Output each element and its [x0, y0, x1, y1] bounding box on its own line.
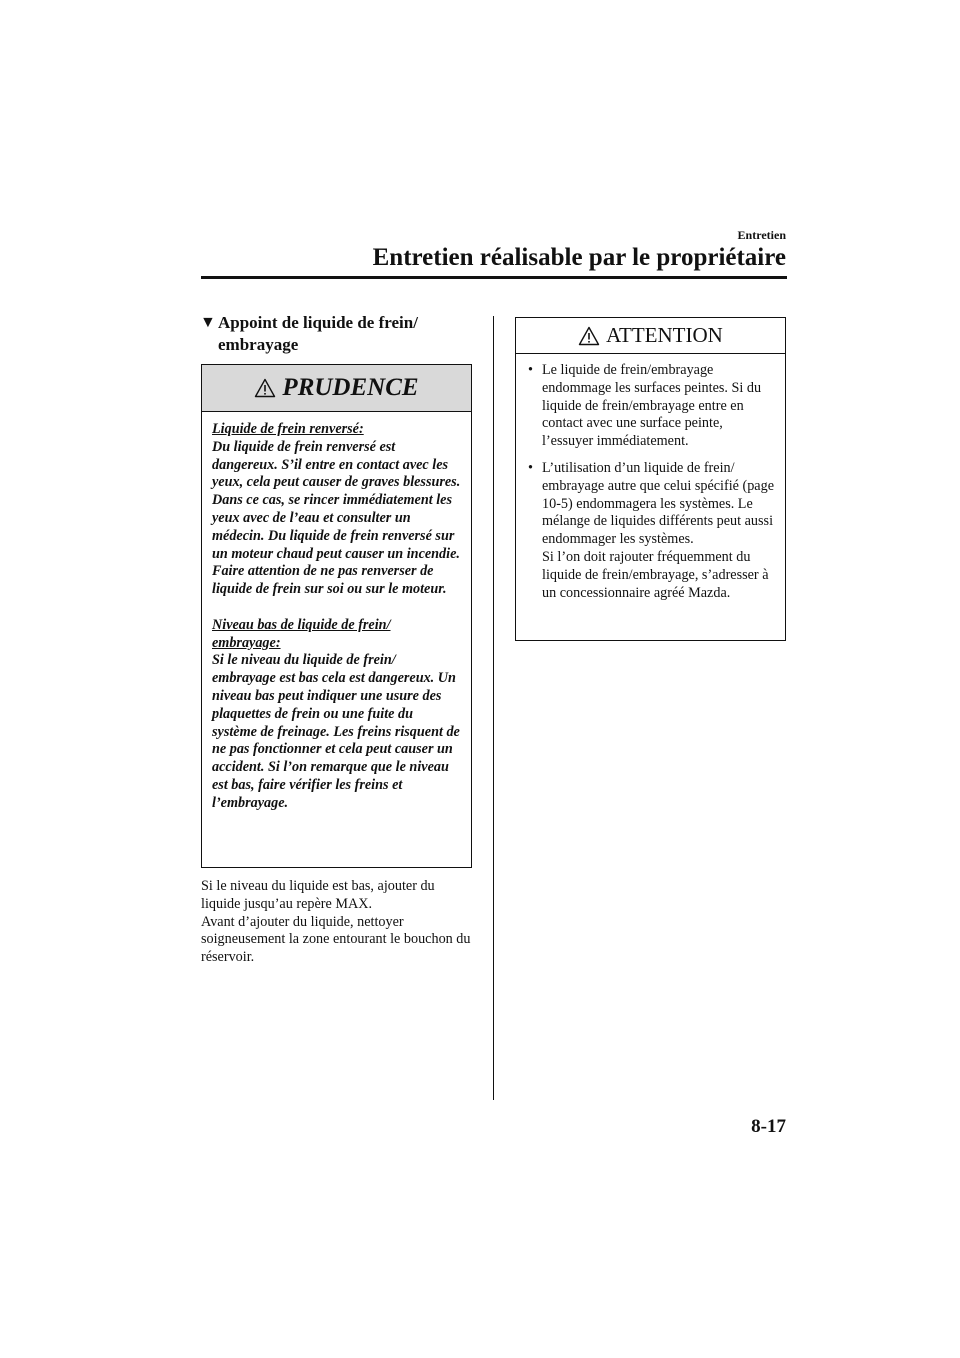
attention-box	[515, 317, 786, 641]
prudence-header	[202, 365, 471, 412]
prudence-text: Du liquide de frein renversé est dangereux. S’il entre en contact avec les yeux, cela peut causer de graves blessures. Dans ce cas, se rincer immédiatement les yeux avec de l’eau et consulter un médecin. Du liquide de frein renversé sur un moteur chaud peut causer un incendie. Faire attention de ne pas renverser de liquide de frein sur soi ou sur le moteur.	[212, 438, 461, 598]
prudence-box	[201, 364, 472, 868]
warning-icon	[254, 378, 276, 398]
prudence-subtitle: Niveau bas de liquide de frein/ embrayage:	[212, 616, 391, 651]
column-divider	[493, 316, 494, 1100]
header-rule	[201, 276, 787, 279]
attention-text: L’utilisation d’un liquide de frein/ embrayage autre que celui spécifié (page 10-5) endommagera les systèmes. Le mélange de liquides différents peut aussi endommager les systèmes.	[542, 459, 774, 548]
bullet-icon: •	[528, 362, 533, 378]
body-line: Si le niveau du liquide est bas, ajouter du liquide jusqu’au repère MAX.	[201, 878, 435, 912]
warning-icon	[578, 326, 600, 346]
triangle-marker-icon: ▼	[200, 314, 216, 331]
attention-text: Le liquide de frein/embrayage endommage les surfaces peintes. Si du liquide de frein/embrayage entre en contact avec une surface peinte, l’essuyer immédiatement.	[542, 362, 762, 450]
page-number: 8-17	[751, 1116, 786, 1137]
attention-item	[528, 460, 775, 602]
body-paragraph	[201, 878, 476, 967]
page-title: Entretien réalisable par le propriétaire	[372, 244, 786, 271]
body-line: Avant d’ajouter du liquide, nettoyer soigneusement la zone entourant le bouchon du réservoir.	[201, 913, 471, 966]
section-heading	[200, 312, 470, 356]
attention-item	[528, 362, 775, 451]
prudence-body	[202, 412, 471, 813]
attention-text: Si l’on doit rajouter fréquemment du liquide de frein/embrayage, s’adresser à un concessionnaire agréé Mazda.	[542, 548, 769, 601]
attention-header	[516, 318, 785, 354]
section-heading-text: Appoint de liquide de frein/ embrayage	[218, 313, 418, 354]
prudence-text: Si le niveau du liquide de frein/ embrayage est bas cela est dangereux. Un niveau bas peut indiquer une usure des plaquettes de frein ou une fuite du système de freinage. Les freins risquent de ne pas fonctionner et cela peut causer un accident. Si l’on remarque que le niveau est bas, faire vérifier les freins et l’embrayage.	[212, 652, 460, 811]
section-label: Entretien	[737, 228, 786, 242]
attention-title: ATTENTION	[606, 323, 723, 347]
bullet-icon: •	[528, 459, 533, 476]
attention-body	[516, 354, 785, 602]
prudence-title: PRUDENCE	[282, 374, 419, 401]
prudence-subtitle: Liquide de frein renversé:	[212, 421, 364, 437]
